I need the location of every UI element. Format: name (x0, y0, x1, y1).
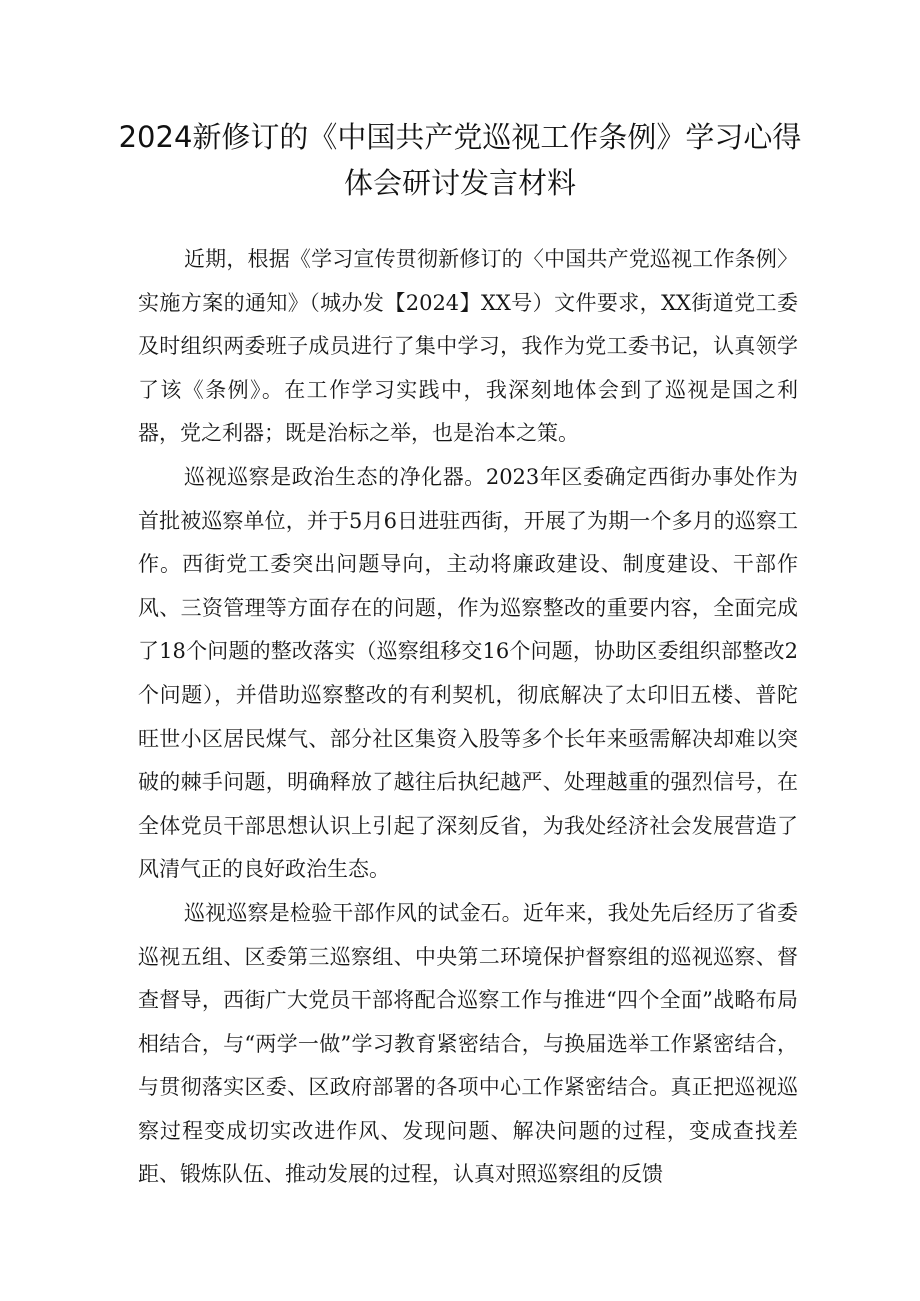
document-title-line-2: 体会研讨发言材料 (343, 166, 576, 200)
paragraph-purifier: 巡视巡察是政治生态的净化器。2023年区委确定西街办事处作为首批被巡察单位，并于5月6日进驻西街，开展了为期一个多月的巡察工作。西街党工委突出问题导向，主动将廉政建设、制度建设、干部作风、三资管理等方面存在的问题，作为巡察整改的重要内容，全面完成了18个问题的整改落实（巡察组移交16个问题，协助区委组织部整改2个问题），并借助巡察整改的有利契机，彻底解决了太印旧五楼、普陀旺世小区居民煤气、部分社区集资入股等多个长年来亟需解决却难以突破的棘手问题，明确释放了越往后执纪越严、处理越重的强烈信号，在全体党员干部思想认识上引起了深刻反省，为我处经济社会发展营造了风清气正的良好政治生态。 (138, 464, 798, 882)
document-body (138, 238, 798, 1197)
paragraph-touchstone: 巡视巡察是检验干部作风的试金石。近年来，我处先后经历了省委巡视五组、区委第三巡察组、中央第二环境保护督察组的巡视巡察、督查督导，西街广大党员干部将配合巡察工作与推进“四个全面”战略布局相结合，与“两学一做”学习教育紧密结合，与换届选举工作紧密结合，与贯彻落实区委、区政府部署的各项中心工作紧密结合。真正把巡视巡察过程变成切实改进作风、发现问题、解决问题的过程，变成查找差距、锻炼队伍、推动发展的过程，认真对照巡察组的反馈 (138, 900, 798, 1187)
document-title-line-1: 2024新修订的《中国共产党巡视工作条例》学习心得 (118, 120, 802, 154)
paragraph-intro: 近期，根据《学习宣传贯彻新修订的〈中国共产党巡视工作条例〉实施方案的通知》（城办发【2024】XX号）文件要求，XX街道党工委及时组织两委班子成员进行了集中学习，我作为党工委书记，认真领学了该《条例》。在工作学习实践中，我深刻地体会到了巡视是国之利器，党之利器；既是治标之举，也是治本之策。 (138, 247, 798, 446)
